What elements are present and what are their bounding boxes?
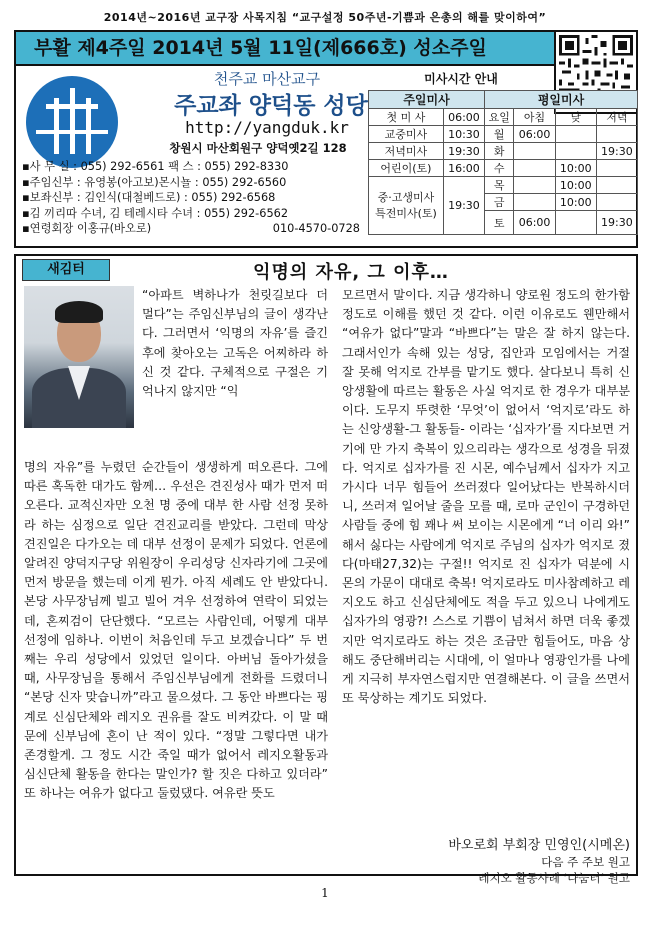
contact-label: ▪김 끼리따 수녀, 김 테레시타 수녀 : [22,206,201,220]
sunday-mass-name: 교중미사 [369,126,444,143]
contact-label: ▪보좌신부 : [22,191,81,204]
weekday-mass-header: 평일미사 [485,91,638,109]
weekday-cell: 10:00 [555,194,596,211]
weekday-cell: 19:30 [596,211,637,235]
mass-schedule-table [368,90,638,235]
mass-row [369,143,638,160]
weekday-cell [514,177,555,194]
sunday-mass-header: 주일미사 [369,91,485,109]
weekday-cell: 06:00 [514,126,555,143]
weekday-cell [514,194,555,211]
church-name: 주교좌 양덕동 성당 [174,93,368,119]
contact-row [22,221,360,237]
sunday-mass-time: 06:00 [443,109,484,126]
weekday-cell: 10:00 [555,177,596,194]
contact-row [22,206,360,222]
contact-row [22,175,360,191]
weekday-cell: 19:30 [596,143,637,160]
sunday-mass-name: 저녁미사 [369,143,444,160]
weekday-cell [596,177,637,194]
next-week-notice [342,854,630,886]
article-title: 익명의 자유, 그 이후… [253,262,449,283]
article-text-column-2: 명의 자유”를 누렸던 순간들이 생생하게 떠오른다. 그에 따른 혹독한 대가도 함께… 우선은 견진성사 때가 먼저 떠오른다. 교적신자만 오천 명 중에 대부 한 사람 선정 못하라 하는 심정으로 일단 견진교리를 받았다. 그런데 막상 견진일은 다가오는 데 대부 선정이 문제가 되었다. 언론에 알려진 양덕지구당 위원장이 우리성당 신자라기에 그곳에 먼저 방문을 했는데 이게 뭔가. 아직 세례도 안 받았다니. 본당 사무장님께 빌고 빌어 겨우 선정하여 연락이 되었는데, 혼찌검이 단단했다. “모르는 사람인데, 어떻게 대부 선정에 임하나. 이번이 처음인데 두고 보겠습니다” 두 번째는 우리 성당에서 있었던 일이다. 아버님 돌아가셨을 때, 사무장님을 통해서 주임신부님에게 전화를 드렸더니 “본당 신자 맞습니까”라고 물으셨다. 그 동안 바쁘다는 핑계로 신심단체와 레지오 권유를 잘도 비켜갔다. 이 말 때문에 신부님에 혼이 난 적이 있다. “정말 그렇다면 내가 존경할게. 그 정도 시간 죽일 때가 없어서 레지오활동과 심신단체 활동을 한다는 말인가? 할 짓은 다하고 있더라” 또 하나는 여유가 없다고 둘렀댔다. 여유란 뜻도 [24,460,328,801]
contact-value: 055) 292-6561 팩 스 : 055) 292-8330 [80,160,289,173]
weekday-col-header: 낮 [555,109,596,126]
contact-value: 김인식(대철베드로) : 055) 292-6568 [84,191,276,204]
weekday-cell [596,194,637,211]
date-banner: 부활 제4주일 2014년 5월 11일(제666호) 성소주일 [16,32,554,66]
weekday-cell: 06:00 [514,211,555,235]
sunday-mass-time: 10:30 [443,126,484,143]
author-photo [24,286,134,428]
weekday-cell: 목 [485,177,514,194]
vigil-mass-label: 특전미사(토) [375,206,437,220]
weekday-cell: 토 [485,211,514,235]
contact-value: 유영봉(아고보)몬시뇰 : 055) 292-6560 [84,175,287,189]
bulletin-header [14,30,638,248]
sunday-mass-name [369,177,444,235]
mass-row [369,126,638,143]
weekday-cell: 10:00 [555,160,596,177]
church-url[interactable]: http://yangduk.kr [185,118,349,137]
mass-row [369,160,638,177]
weekday-cell [555,126,596,143]
sunday-mass-time: 19:30 [443,177,484,235]
diocese-name: 천주교 마산교구 [213,70,321,88]
pastoral-motto: 2014년~2016년 교구장 사목지침 “교구설정 50주년-기쁨과 은총의 해를 맞이하여” [103,11,547,24]
contact-row [22,159,360,175]
sunday-mass-time: 19:30 [443,143,484,160]
weekday-cell: 수 [485,160,514,177]
youth-mass-label: 중·고생미사 [377,190,435,204]
weekday-col-header: 요일 [485,109,514,126]
weekday-cell [596,160,637,177]
author-signature: 바오로회 부회장 민영인(시메온) [448,838,630,853]
weekday-col-header: 아침 [514,109,555,126]
church-logo [26,76,118,168]
next-week-line: 다음 주 주보 원고 [541,855,630,869]
contact-label: ▪주임신부 : [22,175,81,189]
contact-value: 055) 292-6562 [204,206,289,220]
weekday-cell [514,143,555,160]
column-section [14,254,638,885]
sunday-mass-name: 첫 미 사 [369,109,444,126]
weekday-cell: 화 [485,143,514,160]
contact-label: ▪연령회장 이홍규(바오로) [22,222,152,235]
section-tag: 새김터 [22,259,110,281]
weekday-cell: 금 [485,194,514,211]
mass-schedule-title: 미사시간 안내 [424,72,498,86]
church-address: 창원시 마산회원구 양덕옛2길 128 [169,141,347,155]
mass-row [369,109,638,126]
next-week-line: 레지오 활동사례 ‘나눔터’ 원고 [478,871,630,885]
weekday-col-header: 저녁 [596,109,637,126]
weekday-cell: 월 [485,126,514,143]
weekday-cell [514,160,555,177]
article-text-column-1: “아파트 벽하나가 천릿길보다 더 멀다”는 주임신부님의 글이 생각난다. 그러면서 ‘익명의 자유’를 즐긴 후에 찾아오는 고독은 어찌하라 하신 것 같다. 구체적으로 구절은 기억나지 않지만 “익 [142,288,328,399]
contact-row [22,190,360,206]
sunday-mass-time: 16:00 [443,160,484,177]
weekday-cell [555,143,596,160]
contact-label: ▪사 무 실 : [22,160,77,173]
mass-row [369,177,638,194]
contact-list [22,159,360,237]
page-number: 1 [321,886,329,900]
contact-value: 010-4570-0728 [272,222,360,235]
weekday-cell [555,211,596,235]
sunday-mass-name: 어린이(토) [369,160,444,177]
weekday-cell [596,126,637,143]
article-text-column-3: 모르면서 말이다. 지금 생각하니 양로원 정도의 한가함 정도로 이해를 했던 것 같다. 이런 이유로도 웬만해서 “여유가 없다”말과 “바쁘다”는 말은 잘 하지 않는다. 그래서인가 속해 있는 성당, 집안과 모임에서는 거절 잘 못해 억지로 간부를 맡기도 했다. 살다보니 특히 신앙생활에 따르는 활동은 사실 억지로 한 경우가 대부분이다. 도무지 뚜렷한 ‘무엇’이 없어서 ‘억지로’라도 하는 신앙생활-그 활동들- 이라는 ‘십자가’를 지다보면 거기에 만 가지 축복이 있으리라는 생각으로 성경을 뒤졌다. 억지로 십자가를 진 시몬, 예수님께서 십자가 지고 가시다 너무 힘들어 쓰러졌다 일어났다는 반복하시더니, 쓰러져 일어날 줄을 모를 때, 로마 군인이 구경하던 사람들 중에 힘 꽤나 써 보이는 시몬에게 “너 이리 와!” 해서 싫다는 사람에게 억지로 주님의 십자가 억지로 졌다(마태27,32)는 구절!! 억지로 진 십자가 덕분에 시몬의 가문이 대대로 축복! 억지로라도 미사참례하고 레지오도 하고 신심단체에도 적을 두고 있으니 나에게도 십자가의 영광?! 스스로 기쁨이 넘쳐서 하면 더욱 좋겠지만 억지로라도 하는 것은 조금만 힘들어도, 마음 상해도 중단해버리는 시대에, 이 얼마나 영광인가를 나에게 지극히 부자연스럽지만 연결해본다. 이 글을 쓰면서 또 묵상하는 계기도 되었다. [342,288,630,706]
